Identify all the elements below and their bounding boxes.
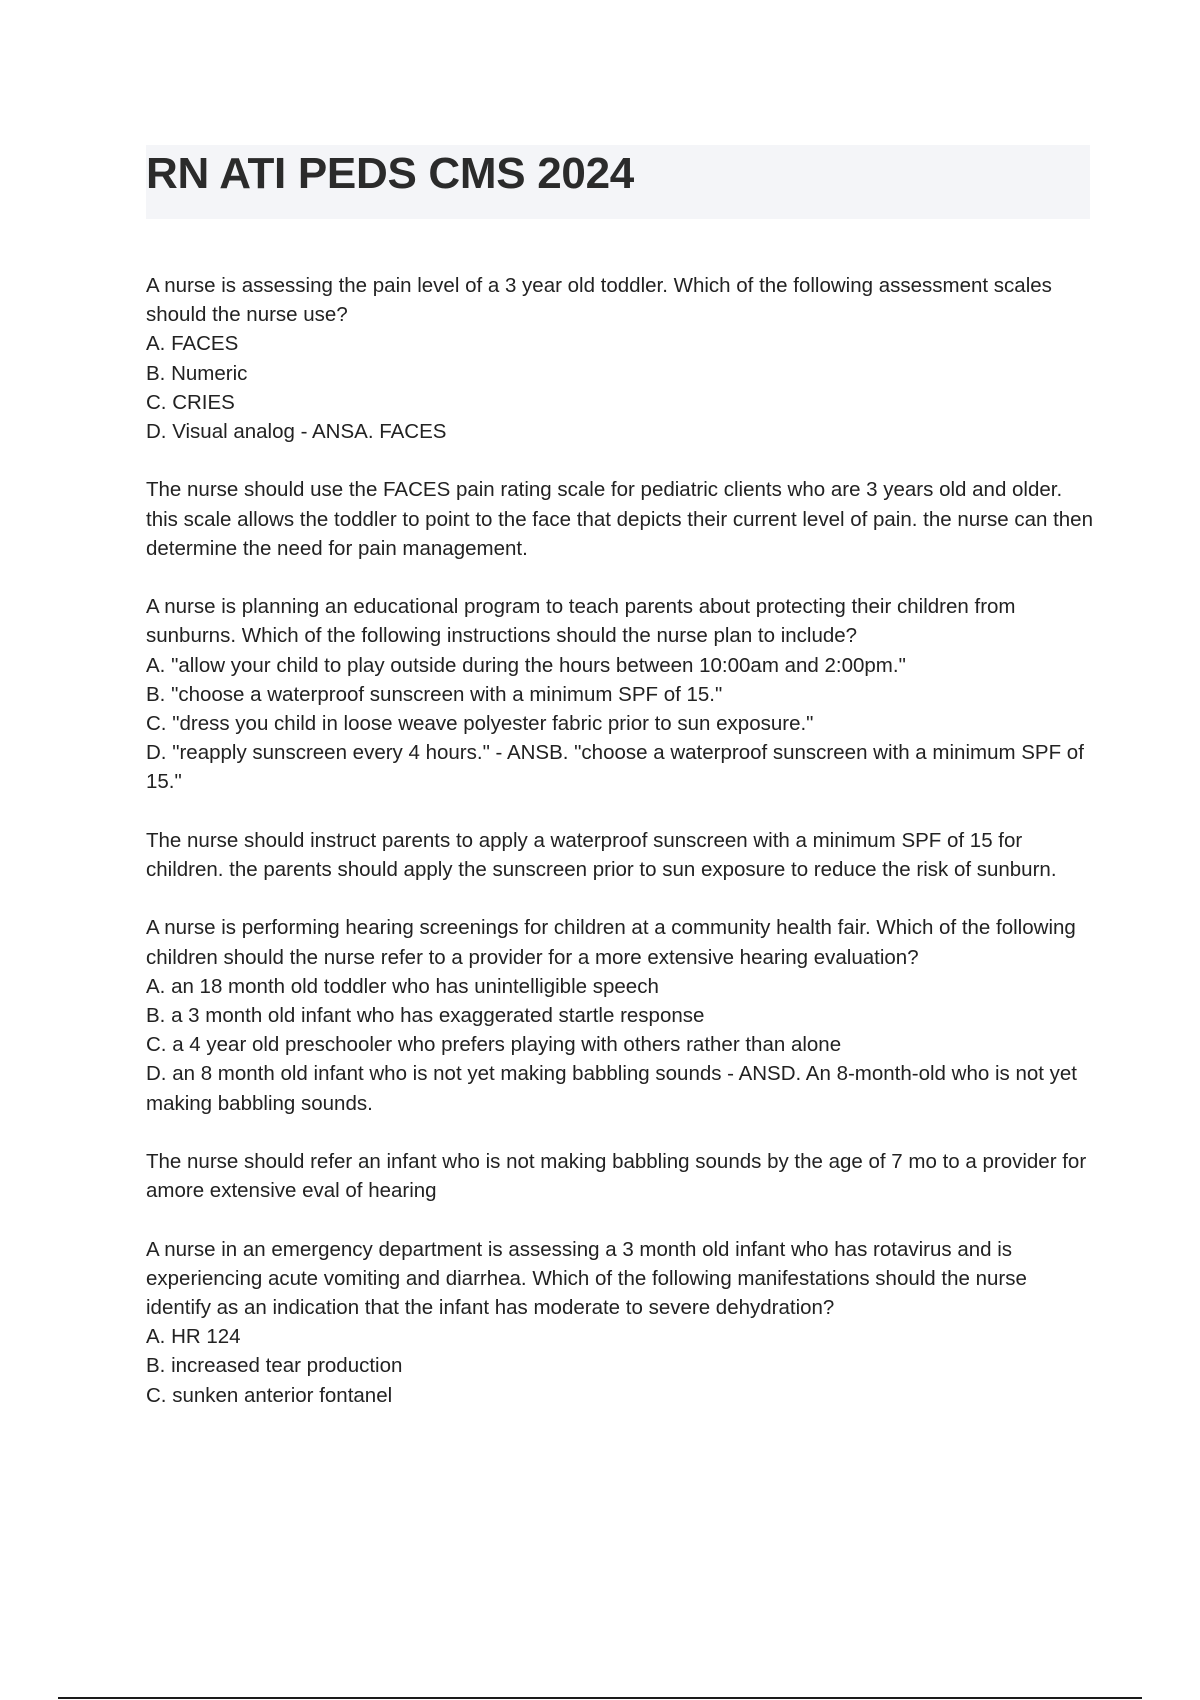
- question-text: A nurse is planning an educational program to teach parents about protecting their children from sunburns. Which of the following instructions should the nurse plan to include?: [146, 595, 1016, 648]
- answer-option: C. a 4 year old preschooler who prefers playing with others rather than alone: [146, 1033, 842, 1057]
- answer-option: C. CRIES: [146, 390, 235, 414]
- rationale-block-1: [146, 475, 1096, 563]
- question-block-1: [146, 271, 1096, 446]
- rationale-block-2: [146, 826, 1096, 884]
- answer-option: A. an 18 month old toddler who has unintelligible speech: [146, 974, 659, 998]
- answer-option: B. Numeric: [146, 361, 248, 385]
- page-bottom-divider: [58, 1697, 1142, 1699]
- answer-option: C. "dress you child in loose weave polyester fabric prior to sun exposure.": [146, 712, 814, 736]
- answer-option: A. "allow your child to play outside during the hours between 10:00am and 2:00pm.": [146, 653, 906, 677]
- answer-option: B. increased tear production: [146, 1354, 403, 1378]
- question-text: A nurse in an emergency department is assessing a 3 month old infant who has rotavirus and is experiencing acute vomiting and diarrhea. Which of the following manifestations should the nurse identify as an indication that the infant has moderate to severe dehydration?: [146, 1237, 1027, 1320]
- answer-option: A. HR 124: [146, 1325, 241, 1349]
- rationale-text: The nurse should use the FACES pain rating scale for pediatric clients who are 3 years old and older. this scale allows the toddler to point to the face that depicts their current level of pain. the nurse can then determine the need for pain management.: [146, 478, 1093, 560]
- answer-option: D. Visual analog - ANSA. FACES: [146, 420, 447, 444]
- answer-option: C. sunken anterior fontanel: [146, 1383, 393, 1407]
- answer-option: B. "choose a waterproof sunscreen with a minimum SPF of 15.": [146, 682, 723, 706]
- question-block-2: [146, 592, 1096, 796]
- question-text: A nurse is assessing the pain level of a 3 year old toddler. Which of the following assessment scales should the nurse use?: [146, 274, 1052, 327]
- answer-option: D. "reapply sunscreen every 4 hours." - ANSB. "choose a waterproof sunscreen with a minimum SPF of 15.": [146, 741, 1084, 794]
- rationale-block-3: [146, 1147, 1096, 1205]
- answer-option: D. an 8 month old infant who is not yet making babbling sounds - ANSD. An 8-month-old who is not yet making babbling sounds.: [146, 1062, 1077, 1115]
- page-title: RN ATI PEDS CMS 2024: [146, 149, 634, 198]
- question-text: A nurse is performing hearing screenings for children at a community health fair. Which of the following children should the nurse refer to a provider for a more extensive hearing evaluation?: [146, 916, 1076, 969]
- document-body: [146, 271, 1096, 1439]
- answer-option: A. FACES: [146, 332, 239, 356]
- question-block-4: [146, 1235, 1096, 1410]
- rationale-text: The nurse should instruct parents to apply a waterproof sunscreen with a minimum SPF of 15 for children. the parents should apply the sunscreen prior to sun exposure to reduce the risk of sunburn.: [146, 828, 1057, 882]
- answer-option: B. a 3 month old infant who has exaggerated startle response: [146, 1004, 705, 1028]
- rationale-text: The nurse should refer an infant who is not making babbling sounds by the age of 7 mo to a provider for amore extensive eval of hearing: [146, 1150, 1087, 1203]
- question-block-3: [146, 913, 1096, 1117]
